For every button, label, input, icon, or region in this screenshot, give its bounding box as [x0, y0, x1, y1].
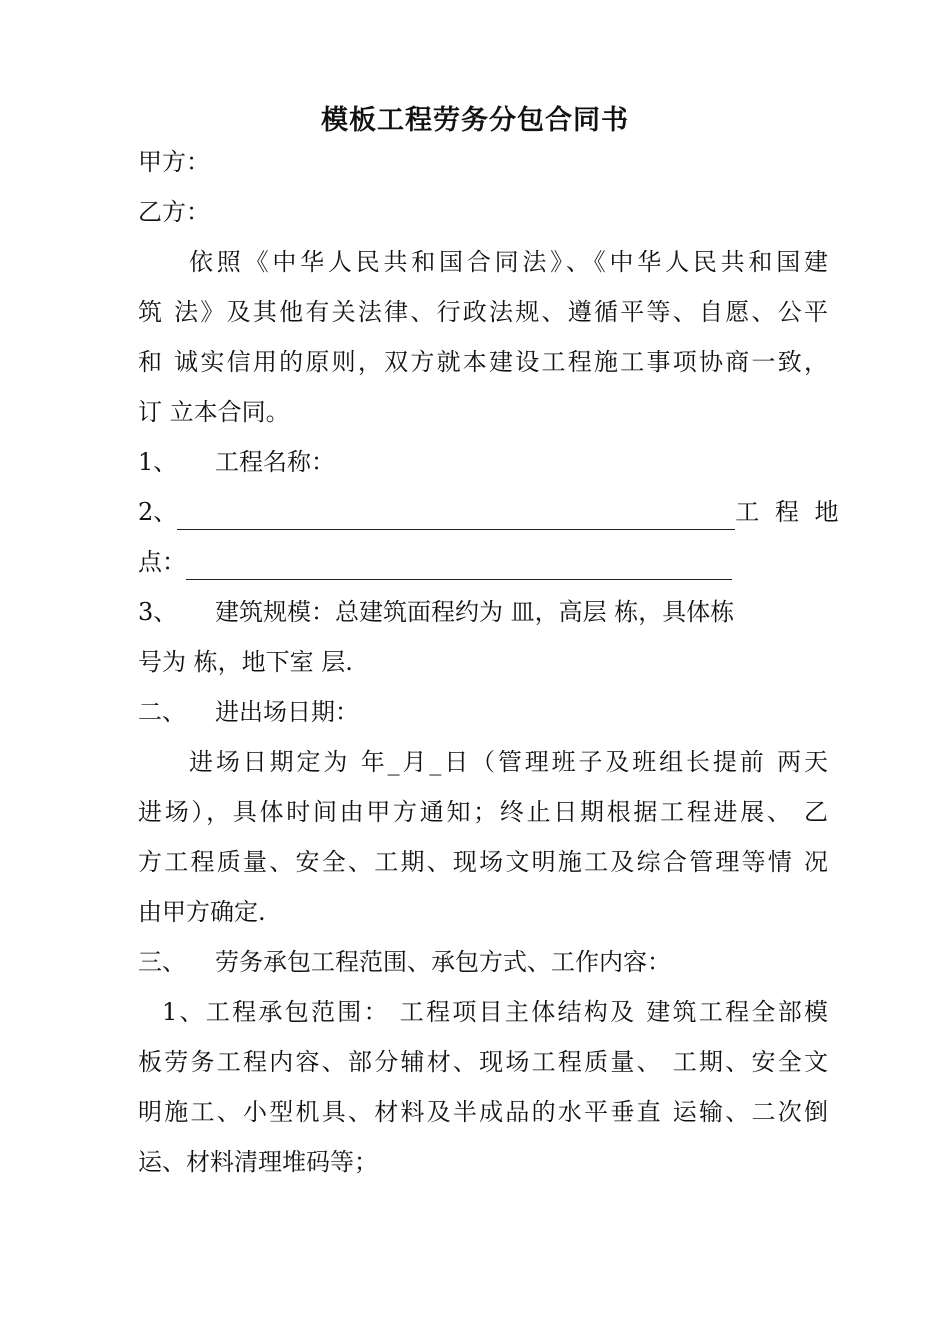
section-3-text: 劳务承包工程范围、承包方式、工作内容： [215, 948, 671, 976]
section-2-line-2: 进场），具体时间由甲方通知；终止日期根据工程进展、 乙 [138, 798, 828, 826]
item-2-tail: 工 程 地 [735, 498, 843, 526]
section-3-line-2: 板劳务工程内容、部分辅材、现场工程质量、 工期、安全文 [138, 1048, 828, 1076]
project-name-blank [177, 499, 735, 530]
item-3-cont: 号为 栋，地下室 层. [138, 648, 353, 676]
item-1 [138, 444, 828, 480]
item-2-cont [138, 544, 828, 580]
intro-line-4: 订 立本合同。 [138, 398, 290, 426]
item-2 [138, 494, 843, 530]
section-2-line-3: 方工程质量、安全、工期、现场文明施工及综合管理等情 况 [138, 848, 828, 876]
item-3-text: 建筑规模：总建筑面程约为 皿，高层 栋，具体栋 [215, 598, 735, 626]
section-2-line-1: 进场日期定为 年_月_日（管理班子及班组长提前 两天 [189, 748, 828, 776]
intro-line-3: 和 诚实信用的原则，双方就本建设工程施工事项协商一致， [138, 348, 828, 376]
project-location-blank [186, 549, 732, 580]
intro-line-1: 依照《中华人民共和国合同法》、《中华人民共和国建 [189, 248, 828, 276]
party-a-label: 甲方： [138, 148, 210, 176]
item-2-number: 2、 [138, 498, 178, 526]
section-3-line-3: 明施工、小型机具、材料及半成品的水平垂直 运输、二次倒 [138, 1098, 828, 1126]
section-3-line-1: 1、工程承包范围： 工程项目主体结构及 建筑工程全部模 [162, 998, 828, 1026]
section-2-heading [138, 694, 828, 730]
section-2-text: 进出场日期： [215, 698, 359, 726]
document-title: 模板工程劳务分包合同书 [321, 105, 629, 136]
section-3-heading [138, 944, 828, 980]
section-2-number: 二、 [138, 698, 186, 726]
party-b-label: 乙方： [138, 198, 210, 226]
item-3 [138, 594, 828, 630]
intro-line-2: 筑 法》及其他有关法律、行政法规、遵循平等、自愿、公平 [138, 298, 828, 326]
item-1-text: 工程名称： [215, 448, 335, 476]
item-3-number: 3、 [138, 598, 178, 626]
section-3-number: 三、 [138, 948, 186, 976]
item-1-number: 1、 [138, 448, 178, 476]
section-3-line-4: 运、材料清理堆码等； [138, 1148, 378, 1176]
item-2-cont-label: 点： [138, 548, 186, 576]
section-2-line-4: 由甲方确定. [138, 898, 266, 926]
